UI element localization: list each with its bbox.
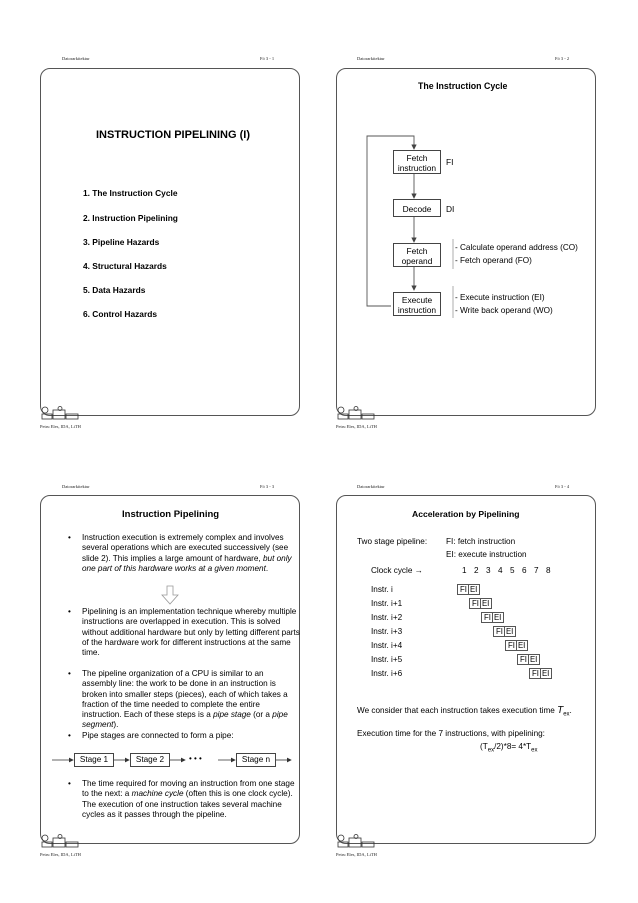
exec-time-text: Execution time for the 7 instructions, with pipelining: (357, 729, 545, 738)
bullet-2: • Pipelining is an implementation technique whereby multiple instructions are overlapped in execution. This is solved without additional hardware but only by letting different parts of the hardware work for different instructions at the same time. (68, 607, 300, 658)
instr-label: Instr. i+6 (371, 669, 403, 678)
toc-item: 4. Structural Hazards (83, 261, 167, 271)
fi-ei-cell: FI EI (457, 584, 480, 595)
fi-tag: FI (446, 157, 454, 167)
ei-definition: EI: execute instruction (446, 550, 527, 559)
fi-ei-cell: FI EI (517, 654, 540, 665)
two-stage-label: Two stage pipeline: (357, 537, 428, 546)
clock-cycle-number: 7 (534, 566, 539, 575)
fi-ei-cell: FI EI (505, 640, 528, 651)
slide2-author: Petru Eles, IDA, LiTH (336, 424, 377, 429)
toc-item: 1. The Instruction Cycle (83, 188, 178, 198)
box-line1: Decode (402, 204, 432, 214)
box-line2: instruction (397, 305, 437, 315)
fetch-operand-note: - Fetch operand (FO) (455, 256, 532, 265)
execute-note: - Execute instruction (EI) (455, 293, 545, 302)
fi-ei-cell: FI EI (469, 598, 492, 609)
fi-ei-cell: FI EI (529, 668, 552, 679)
slide4-course: Datorarkitektur (357, 484, 385, 489)
instr-label: Instr. i+1 (371, 599, 403, 608)
clock-cycle-number: 5 (510, 566, 515, 575)
consider-text: We consider that each instruction takes execution time $T_{ex}$. (357, 705, 572, 718)
clock-cycle-label: Clock cycle → (371, 566, 423, 575)
clock-cycle-number: 2 (474, 566, 479, 575)
box-line2: operand (401, 256, 433, 266)
slide4-number: Fö 3 - 4 (555, 484, 570, 489)
stage-box: Stage 1 (74, 753, 114, 767)
decode-box (393, 199, 441, 217)
slide2-title: The Instruction Cycle (418, 81, 508, 91)
slide1-course: Datorarkitektur (62, 56, 90, 61)
box-line2: instruction (397, 163, 437, 173)
di-tag: DI (446, 204, 455, 214)
bullet-1: • Instruction execution is extremely complex and involves several operations which are executed successively (see slide 2). This implies a large amount of hardware, but only one part of this hardware works at a given moment. (68, 533, 292, 573)
slide2-number: Fö 3 - 2 (555, 56, 570, 61)
emphasis: machine cycle (131, 789, 184, 799)
slide1-number: Fö 3 - 1 (260, 56, 275, 61)
slide3-author: Petru Eles, IDA, LiTH (40, 852, 81, 857)
stage-ellipsis: • • • (189, 754, 202, 763)
clock-cycle-number: 8 (546, 566, 551, 575)
instr-label: Instr. i (371, 585, 393, 594)
clock-cycle-number: 6 (522, 566, 527, 575)
liu-logo (336, 406, 376, 420)
toc-item: 5. Data Hazards (83, 285, 146, 295)
exec-time-formula: $(T_{ex}/2)*8= 4*T_{ex}$ (480, 742, 538, 754)
fetch-operand-note: - Calculate operand address (CO) (455, 243, 578, 252)
fi-ei-cell: FI EI (493, 626, 516, 637)
slide1-card (40, 68, 300, 416)
execute-instruction-box (393, 292, 441, 316)
fi-ei-cell: FI EI (481, 612, 504, 623)
instruction-cycle-diagram (336, 68, 594, 414)
clock-cycle-number: 4 (498, 566, 503, 575)
fetch-operand-box (393, 243, 441, 267)
box-line1: Fetch (406, 153, 428, 163)
slide3-number: Fö 3 - 3 (260, 484, 275, 489)
instr-label: Instr. i+3 (371, 627, 403, 636)
box-line1: Fetch (406, 246, 428, 256)
liu-logo (336, 834, 376, 848)
clock-cycle-number: 3 (486, 566, 491, 575)
toc-item: 3. Pipeline Hazards (83, 237, 160, 247)
bullet-3: • The pipeline organization of a CPU is similar to an assembly line: the work to be done in an instruction is broken into smaller steps (pieces), each of which takes a fraction of the time needed to complete the entire instruction. Each of these steps is a pipe stage (or a pipe segment). (68, 669, 288, 730)
slide1-author: Petru Eles, IDA, LiTH (40, 424, 81, 429)
instr-label: Instr. i+4 (371, 641, 403, 650)
bullet-4: • Pipe stages are connected to form a pipe: (68, 731, 234, 740)
slide1-title: INSTRUCTION PIPELINING (I) (96, 129, 250, 141)
liu-logo (40, 406, 80, 420)
instr-label: Instr. i+2 (371, 613, 403, 622)
emphasis: pipe stage (213, 710, 251, 720)
execute-note: - Write back operand (WO) (455, 306, 553, 315)
slide4-author: Petru Eles, IDA, LiTH (336, 852, 377, 857)
instr-label: Instr. i+5 (371, 655, 403, 664)
emphasis: pipe segment (82, 710, 288, 730)
slide2-course: Datorarkitektur (357, 56, 385, 61)
toc-item: 6. Control Hazards (83, 309, 157, 319)
down-arrow-icon (160, 585, 180, 605)
clock-cycle-number: 1 (462, 566, 467, 575)
slide3-title: Instruction Pipelining (122, 509, 220, 520)
stage-box: Stage 2 (130, 753, 170, 767)
slide4-title: Acceleration by Pipelining (412, 509, 520, 519)
bullet-5: • The time required for moving an instruction from one stage to the next: a machine cycle (often this is one clock cycle). The execution of one instruction takes several machine cycles as it passes through the pipeline. (68, 779, 295, 819)
pipe-diagram (52, 753, 292, 769)
box-line1: Execute (401, 295, 433, 305)
fi-definition: FI: fetch instruction (446, 537, 516, 546)
slide3-course: Datorarkitektur (62, 484, 90, 489)
stage-box: Stage n (236, 753, 276, 767)
liu-logo (40, 834, 80, 848)
fetch-instruction-box (393, 150, 441, 174)
toc-item: 2. Instruction Pipelining (83, 213, 178, 223)
emphasis: but only one part of this hardware works at a given moment (82, 553, 292, 573)
